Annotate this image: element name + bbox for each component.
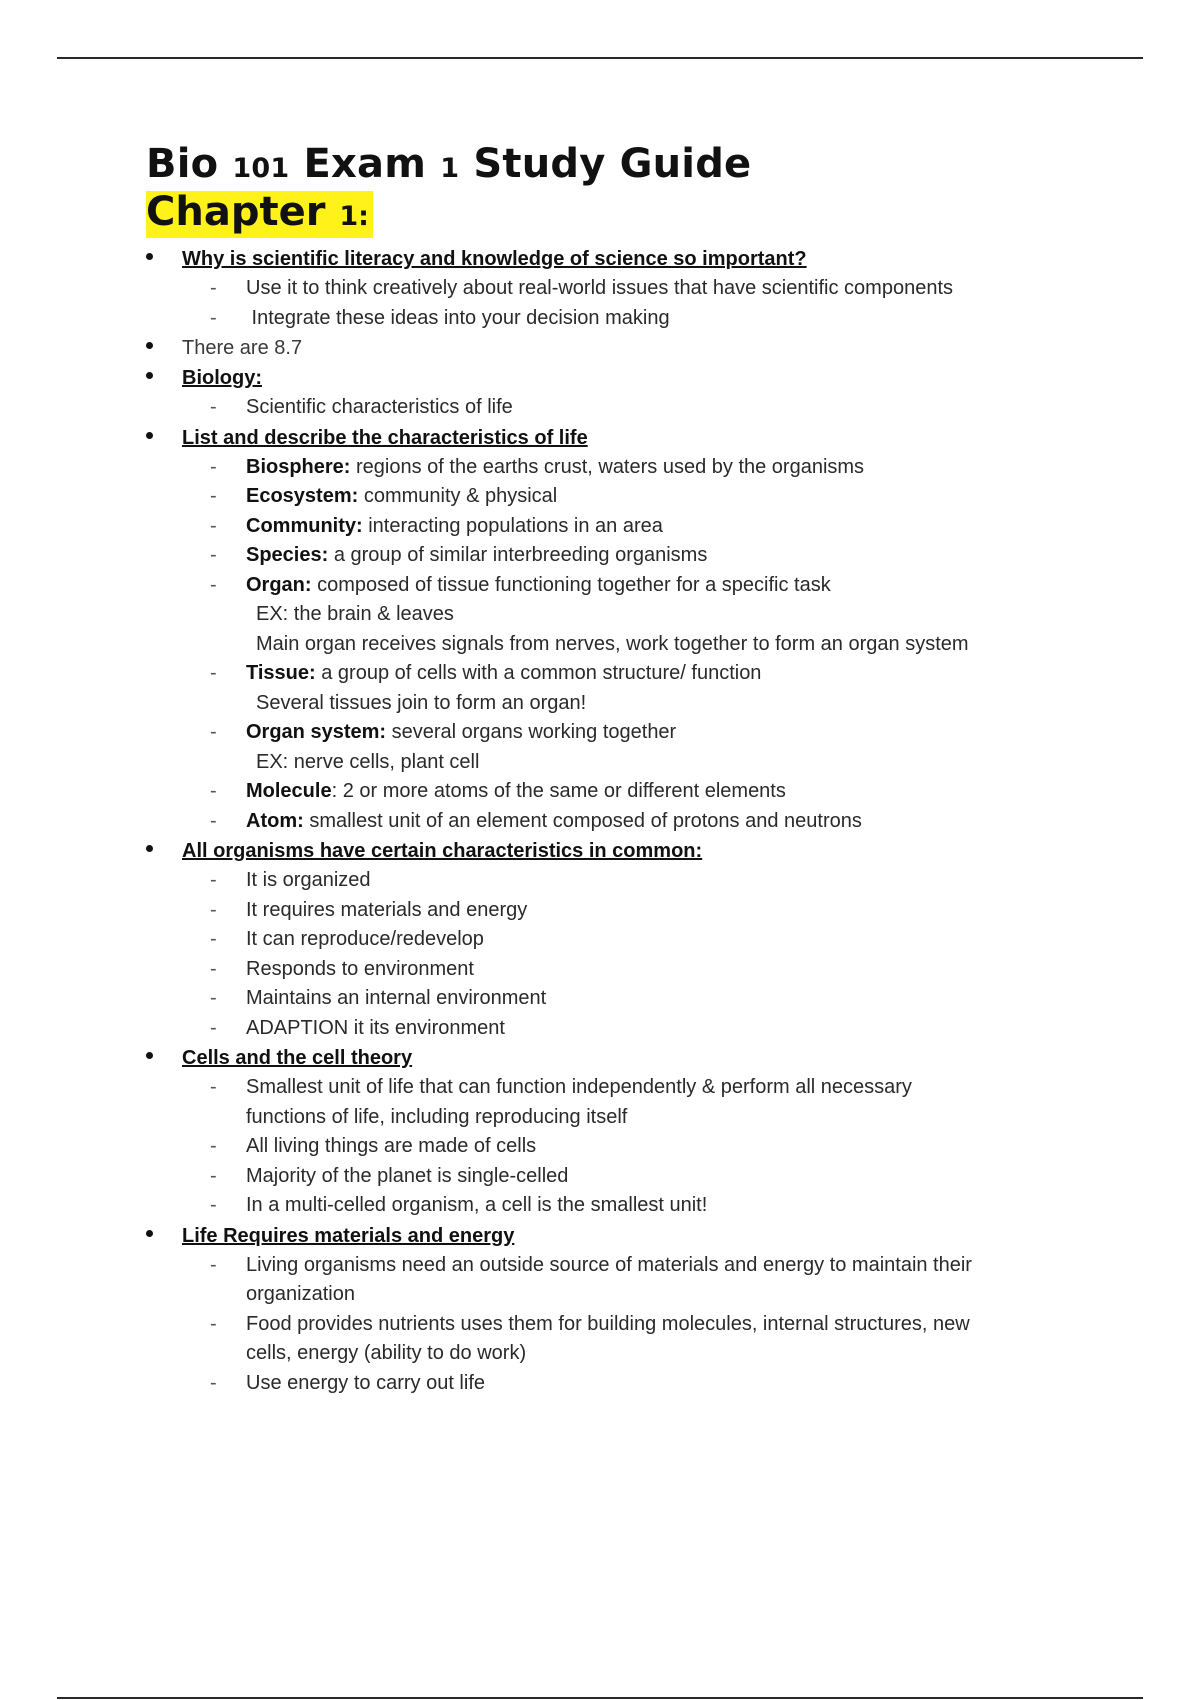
list-item: - Food provides nutrients uses them for building molecules, internal structures, new (210, 1312, 970, 1335)
bullet-icon (146, 342, 153, 349)
section-heading: All organisms have certain characteristics in common: (182, 840, 703, 862)
list-item: - ADAPTION it its environment (210, 1016, 505, 1039)
continuation-line: functions of life, including reproducing itself (246, 1105, 628, 1128)
term-atom: - Atom: smallest unit of an element composed of protons and neutrons (210, 809, 862, 832)
section-materials-energy (146, 1221, 1086, 1399)
list-item: - In a multi-celled organism, a cell is the smallest unit! (210, 1194, 708, 1216)
outline-list (146, 244, 1086, 1398)
list-item: - Use it to think creatively about real-world issues that have scientific components (210, 277, 954, 299)
note-line: EX: nerve cells, plant cell (256, 750, 480, 773)
list-item: - Responds to environment (210, 957, 474, 980)
term-molecule: - Molecule: 2 or more atoms of the same or different elements (210, 780, 786, 802)
list-item: - It can reproduce/redevelop (210, 928, 484, 950)
note-line: Main organ receives signals from nerves, work together to form an organ system (256, 632, 969, 655)
section-biology (146, 363, 1086, 423)
section-heading: List and describe the characteristics of life (182, 426, 588, 449)
bullet-icon (146, 1052, 153, 1059)
continuation-line: cells, energy (ability to do work) (246, 1342, 527, 1364)
section-cell-theory (146, 1043, 1086, 1221)
list-item: - Maintains an internal environment (210, 987, 547, 1009)
note-line: Several tissues join to form an organ! (256, 691, 587, 714)
section-heading: Life Requires materials and energy (182, 1224, 515, 1247)
bullet-icon (146, 372, 153, 379)
list-item: - It requires materials and energy (210, 898, 528, 921)
term-community: - Community: interacting populations in an area (210, 514, 663, 537)
bullet-icon (146, 253, 153, 260)
list-item: - Use energy to carry out life (210, 1371, 485, 1394)
section-scientific-literacy (146, 244, 1086, 333)
bullet-icon (146, 845, 153, 852)
bottom-rule (57, 1697, 1143, 1699)
section-species-count (146, 333, 1086, 363)
top-rule (57, 57, 1143, 59)
list-item: - Majority of the planet is single-celled (210, 1164, 569, 1187)
term-biosphere: - Biosphere: regions of the earths crust, waters used by the organisms (210, 455, 865, 478)
bullet-icon (146, 1230, 153, 1237)
term-organ: - Organ: composed of tissue functioning together for a specific task (210, 573, 831, 596)
list-item: - It is organized (210, 869, 371, 891)
list-item: - Scientific characteristics of life (210, 396, 513, 418)
section-heading: Cells and the cell theory (182, 1047, 413, 1069)
section-heading: Why is scientific literacy and knowledge of science so important? (182, 248, 807, 270)
bullet-icon (146, 432, 153, 439)
section-common-characteristics (146, 836, 1086, 1043)
chapter-heading: Chapter 1: (146, 191, 373, 238)
list-item: - Smallest unit of life that can function independently & perform all necessary (210, 1076, 912, 1098)
section-characteristics-of-life (146, 423, 1086, 837)
study-guide-page (146, 142, 1086, 1398)
section-heading: Biology: (182, 367, 262, 389)
list-item: - Integrate these ideas into your decision making (210, 306, 670, 329)
term-tissue: - Tissue: a group of cells with a common structure/ function (210, 662, 762, 684)
list-item: - All living things are made of cells (210, 1135, 537, 1157)
continuation-line: organization (246, 1283, 355, 1305)
term-species: - Species: a group of similar interbreeding organisms (210, 544, 708, 566)
note-line: EX: the brain & leaves (256, 603, 454, 625)
list-item: - Living organisms need an outside source of materials and energy to maintain their (210, 1253, 972, 1276)
term-organ-system: - Organ system: several organs working together (210, 721, 677, 743)
section-text: There are 8.7 (182, 337, 303, 359)
page-title: Bio 101 Exam 1 Study Guide (146, 141, 752, 187)
term-ecosystem: - Ecosystem: community & physical (210, 485, 558, 507)
